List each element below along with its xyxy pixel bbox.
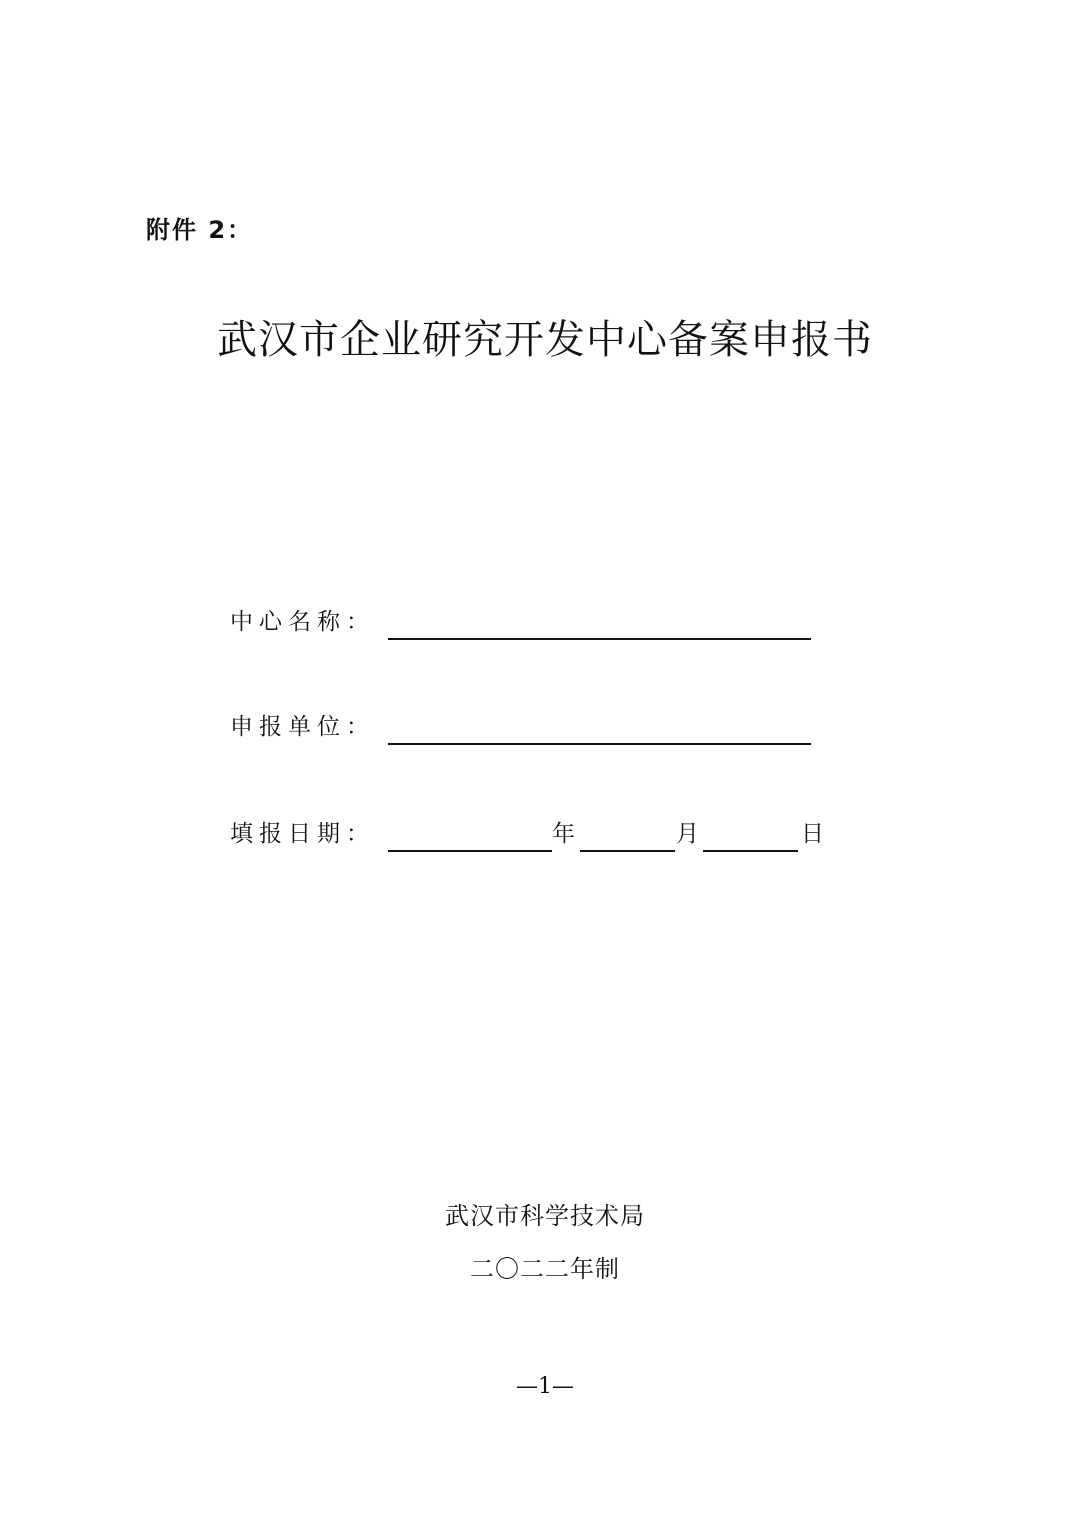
issue-year: 二〇二二年制 — [470, 1255, 620, 1283]
center-name-field[interactable] — [388, 638, 811, 640]
day-word: 日 — [801, 821, 824, 847]
fill-date-month-field[interactable] — [580, 850, 675, 852]
fill-date-row — [230, 812, 870, 852]
fill-date-label: 填报日期： — [230, 821, 375, 847]
issuer-name: 武汉市科学技术局 — [445, 1202, 645, 1230]
fill-date-year-field[interactable] — [388, 850, 552, 852]
applicant-unit-label: 申报单位： — [230, 714, 375, 740]
center-name-label: 中心名称： — [230, 609, 375, 635]
applicant-unit-field[interactable] — [388, 743, 811, 745]
fill-date-day-field[interactable] — [703, 850, 798, 852]
document-title: 武汉市企业研究开发中心备案申报书 — [217, 317, 873, 363]
center-name-row — [230, 600, 870, 640]
attachment-label: 附件 2： — [146, 216, 254, 244]
month-word: 月 — [676, 821, 699, 847]
applicant-unit-row — [230, 705, 870, 745]
page-number: —1— — [516, 1374, 574, 1399]
year-word: 年 — [552, 821, 575, 847]
